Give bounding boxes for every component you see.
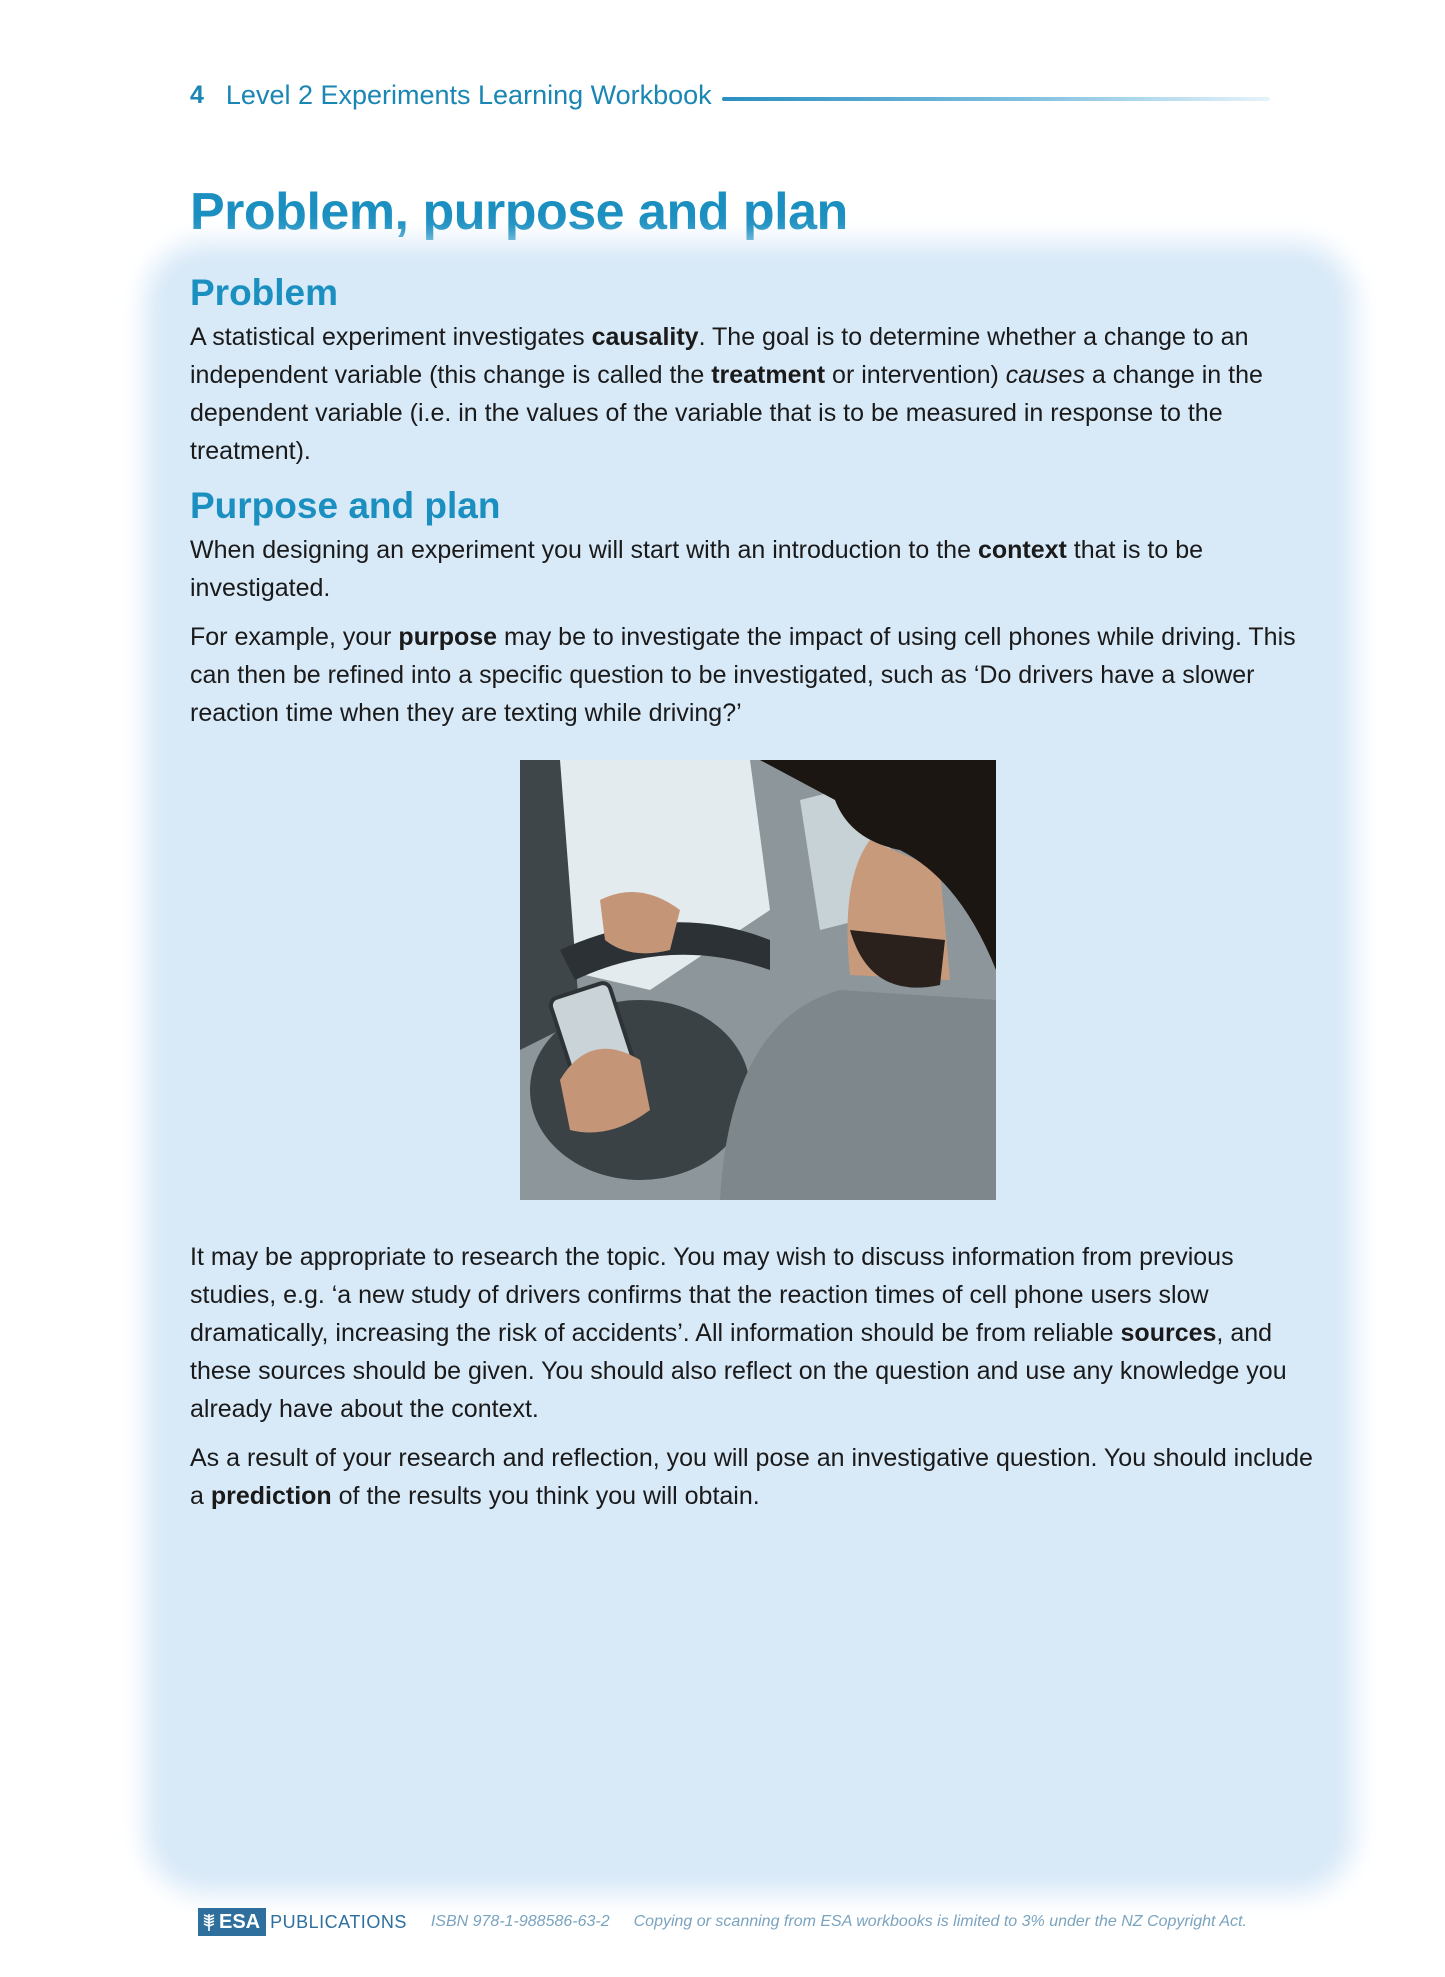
esa-publications-logo [198,1908,407,1936]
esa-logo-text: PUBLICATIONS [270,1911,407,1932]
copyright-notice: Copying or scanning from ESA workbooks is limited to 3% under the NZ Copyright Act. [633,1913,1247,1930]
emphasis-causes: causes [1005,361,1085,389]
text-run: A statistical experiment investigates [190,323,592,351]
esa-mark [198,1908,266,1936]
problem-heading: Problem [190,272,339,313]
content-column [190,268,1320,1526]
purpose-paragraph [190,618,1320,732]
context-paragraph [190,531,1320,607]
page-footer [198,1906,1318,1938]
term-context: context [977,536,1067,564]
page-title: Problem, purpose and plan [190,183,848,241]
term-purpose: purpose [398,623,498,651]
isbn: ISBN 978-1-988586-63-2 [430,1913,610,1930]
term-treatment: treatment [711,361,826,389]
text-run: It may be appropriate to research the topic. You may wish to discuss information from previous studies, e.g. ‘a new study of drivers confirms that the reaction times of cell phone users slow dramatically, increasing the risk of accidents’. All information should be from reliable [190,1243,1234,1347]
fern-icon [202,1912,216,1932]
header-rule [722,97,1270,101]
text-run: or intervention) [825,361,1006,389]
term-prediction: prediction [210,1482,332,1510]
text-run: , and these sources should be given. You should also reflect on the question and use any knowledge you already have about the context. [190,1319,1287,1423]
prediction-paragraph [190,1439,1320,1515]
purpose-plan-heading: Purpose and plan [190,485,501,526]
text-run: . The goal is to determine whether a change to an independent variable (this change is called the [190,323,1249,389]
text-run: of the results you think you will obtain. [331,1482,760,1510]
term-sources: sources [1120,1319,1217,1347]
running-header [190,78,1270,112]
text-run: As a result of your research and reflection, you will pose an investigative question. You should include a [190,1444,1313,1510]
text-run: may be to investigate the impact of using cell phones while driving. This can then be refined into a specific question to be investigated, such as ‘Do drivers have a slower reaction time when they are texting while driving?’ [190,623,1296,727]
text-run: For example, your [190,623,399,651]
driver-texting-illustration [520,760,996,1200]
workbook-title: Level 2 Experiments Learning Workbook [225,79,712,110]
research-paragraph [190,1238,1320,1428]
page-number: 4 [190,80,204,109]
esa-mark-text: ESA [219,1911,261,1933]
text-run: a change in the dependent variable (i.e. in the values of the variable that is to be measured in response to the treatment). [190,361,1263,465]
text-run: that is to be investigated. [190,536,1204,602]
term-causality: causality [591,323,699,351]
text-run: When designing an experiment you will start with an introduction to the [190,536,978,564]
driver-texting-photo [520,760,996,1200]
problem-paragraph [190,318,1320,470]
